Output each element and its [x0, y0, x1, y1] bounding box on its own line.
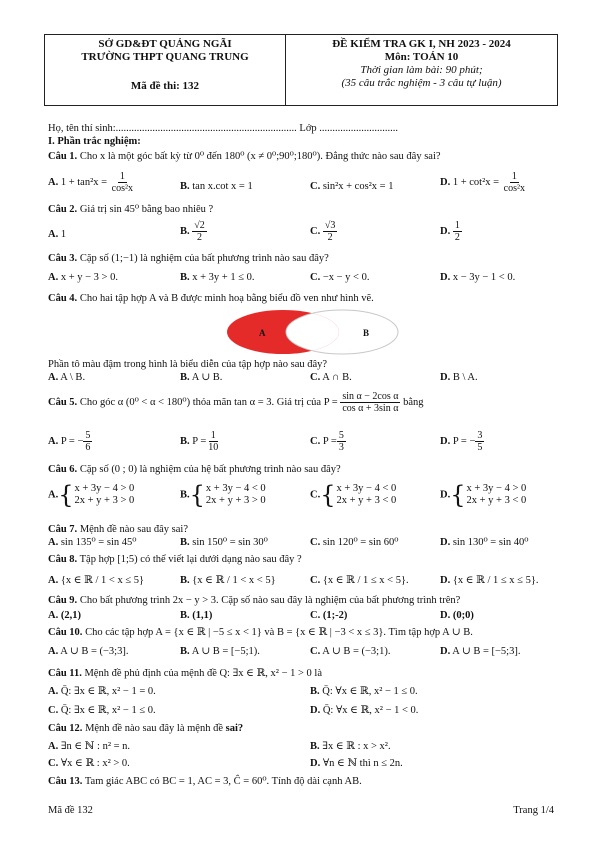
opt-letter: B.: [310, 741, 320, 752]
q8-option-b[interactable]: [180, 574, 276, 587]
q11-option-c[interactable]: [48, 704, 156, 717]
q2-option-c[interactable]: [310, 220, 337, 243]
system: { x + 3y − 4 > 0 2x + y + 3 < 0: [450, 481, 527, 509]
q-label: Câu 11.: [48, 668, 82, 679]
exam-title: ĐỀ KIỂM TRA GK I, NH 2023 - 2024: [332, 38, 511, 50]
fraction: [192, 220, 207, 243]
q12-option-d[interactable]: [310, 757, 403, 770]
q4-option-b[interactable]: [180, 371, 222, 384]
opt-letter: A.: [48, 686, 59, 697]
q9-option-a[interactable]: A. (2,1): [48, 610, 81, 621]
opt-text: sin²x + cos²x = 1: [322, 181, 394, 192]
opt-text: ∃n ∈ ℕ : n² = n.: [60, 741, 131, 752]
opt-letter: D.: [440, 225, 451, 237]
opt-text: A ∪ B = [−5;3].: [452, 646, 521, 657]
opt-letter: B.: [180, 435, 190, 447]
q4-question: Phần tô màu đậm trong hình là biểu diễn của tập hợp nào sau đây?: [48, 359, 328, 370]
opt-text: A ∪ B = (−3;3].: [60, 646, 129, 657]
opt-text: A ∪ B.: [191, 372, 223, 383]
question-9: [48, 594, 460, 607]
opt-letter: D.: [440, 575, 451, 586]
opt-text: A ∪ B = (−3;1).: [322, 646, 391, 657]
fraction: [337, 430, 346, 453]
system: { x + 3y − 4 < 0 2x + y + 3 < 0: [320, 481, 397, 509]
q1-option-c[interactable]: [310, 180, 393, 193]
opt-letter: D.: [440, 372, 451, 383]
opt-text: 1 + cot²x =: [452, 176, 500, 188]
opt-letter: B.: [180, 272, 190, 283]
q6-option-b[interactable]: [180, 483, 266, 507]
q2-option-b[interactable]: [180, 220, 207, 243]
venn-diagram: [225, 307, 415, 357]
opt-letter: C.: [48, 705, 59, 716]
q8-option-c[interactable]: [310, 574, 409, 587]
q-label: Câu 6.: [48, 464, 78, 475]
opt-text: x + 3y + 1 ≤ 0.: [192, 272, 255, 283]
opt-text: 1 + tan²x =: [60, 176, 108, 188]
q9-option-c[interactable]: C. (1;-2): [310, 610, 348, 621]
opt-text: A ∪ B = [−5;1).: [191, 646, 260, 657]
opt-letter: A.: [48, 646, 59, 657]
q7-option-d[interactable]: [440, 536, 528, 549]
opt-text: ∀x ∈ ℝ : x² > 0.: [60, 758, 130, 769]
q12-option-b[interactable]: [310, 740, 391, 753]
q2-option-d[interactable]: [440, 220, 462, 243]
q-text: Cặp số (1;−1) là nghiệm của bất phương trình nào sau đây?: [79, 253, 329, 264]
opt-text: Q̄: ∀x ∈ ℝ, x² − 1 ≤ 0.: [322, 686, 418, 697]
opt-letter: C.: [310, 537, 321, 548]
q3-option-b[interactable]: [180, 271, 255, 284]
q7-option-c[interactable]: [310, 536, 398, 549]
den: cos²x: [111, 183, 133, 194]
opt-letter: B.: [180, 489, 190, 501]
num: 1: [210, 430, 216, 441]
opt-text: {x ∈ ℝ / 1 < x ≤ 5}: [60, 575, 145, 586]
den: 2: [327, 232, 333, 243]
q-text: Mệnh đề nào sau đây là mệnh đề: [85, 723, 223, 734]
q7-option-a[interactable]: [48, 536, 136, 549]
num: 1: [511, 171, 517, 182]
opt-letter: B.: [180, 646, 190, 657]
num: 3: [477, 430, 483, 441]
fraction: [83, 430, 92, 453]
q6-option-a[interactable]: [48, 483, 134, 507]
page-number: Trang 1/4: [513, 805, 554, 816]
opt-letter: C.: [310, 646, 321, 657]
q-label: Câu 9.: [48, 595, 78, 606]
q6-option-c[interactable]: [310, 483, 396, 507]
dept-name: SỞ GD&ĐT QUẢNG NGÃI: [98, 38, 232, 50]
q-label: Câu 8.: [48, 554, 78, 565]
question-2: [48, 203, 213, 216]
q-label: Câu 1.: [48, 151, 78, 162]
num: 1: [454, 220, 460, 231]
q10-option-a[interactable]: [48, 645, 128, 658]
opt-text: x − 3y − 1 < 0.: [452, 272, 516, 283]
question-5: [48, 391, 424, 414]
fraction: [110, 171, 135, 194]
opt-text: ∃x ∈ ℝ : x > x².: [322, 741, 391, 752]
den: 10: [208, 442, 219, 453]
q-text: Giá trị sin 45⁰ bằng bao nhiêu ?: [79, 204, 214, 215]
opt-letter: C.: [310, 181, 321, 192]
den: cos²x: [503, 183, 525, 194]
fraction: [475, 430, 484, 453]
q9-option-d[interactable]: D. (0;0): [440, 610, 474, 621]
q1-option-d[interactable]: [440, 171, 527, 194]
opt-letter: D.: [440, 272, 451, 283]
header-right: [286, 35, 557, 105]
q4-option-a[interactable]: [48, 371, 85, 384]
q-text: Tập hợp [1;5) có thể viết lại dưới dạng nào sau đây ?: [79, 554, 302, 565]
q-text: Tam giác ABC có BC = 1, AC = 3, Ĉ = 60⁰. Tính độ dài cạnh AB.: [84, 776, 362, 787]
q-text: bằng: [403, 396, 424, 408]
q3-option-c[interactable]: [310, 271, 369, 284]
q10-option-c[interactable]: [310, 645, 390, 658]
opt-text: sin 130⁰ = sin 40⁰: [452, 537, 529, 548]
q2-option-a[interactable]: [48, 228, 66, 241]
q-text: Cho hai tập hợp A và B được minh hoạ bằng biểu đồ ven như hình vẽ.: [79, 293, 374, 304]
opt-letter: B.: [310, 686, 320, 697]
q-text: Cho x là một góc bất kỳ từ 0⁰ đến 180⁰ (x ≠ 0⁰;90⁰;180⁰). Đẳng thức nào sau đây sai?: [79, 151, 441, 162]
fraction: [502, 171, 527, 194]
opt-letter: A.: [48, 272, 59, 283]
exam-header: [44, 34, 558, 106]
q10-option-b[interactable]: [180, 645, 260, 658]
section-title: I. Phần trắc nghiệm:: [48, 136, 141, 147]
q6-option-d[interactable]: [440, 483, 526, 507]
q11-option-d[interactable]: [310, 704, 418, 717]
eq-1: x + 3y − 4 > 0: [74, 483, 135, 494]
q1-option-b[interactable]: [180, 180, 253, 193]
eq-2: 2x + y + 3 < 0: [336, 495, 397, 506]
q8-option-a[interactable]: [48, 574, 144, 587]
question-7: [48, 523, 188, 536]
eq-2: 2x + y + 3 > 0: [205, 495, 266, 506]
opt-letter: A.: [48, 489, 59, 501]
fraction: [323, 220, 338, 243]
q10-option-d[interactable]: [440, 645, 520, 658]
fraction: [453, 220, 462, 243]
q-text: Mệnh đề nào sau đây sai?: [79, 524, 188, 535]
eq-1: x + 3y − 4 < 0: [336, 483, 397, 494]
q-text: Cho các tập hợp A = {x ∈ ℝ | −5 ≤ x < 1} và B = {x ∈ ℝ | −3 < x ≤ 3}. Tìm tập hợp A ∪ B.: [85, 627, 473, 638]
eq-1: x + 3y − 4 < 0: [205, 483, 266, 494]
den: cos α + 3sin α: [342, 403, 399, 414]
opt-letter: D.: [440, 435, 451, 447]
eq-1: x + 3y − 4 > 0: [466, 483, 527, 494]
num: 1: [119, 171, 125, 182]
q-label: Câu 3.: [48, 253, 78, 264]
opt-letter: B.: [180, 181, 190, 192]
q12-option-a[interactable]: [48, 740, 130, 753]
set-b-label: B: [363, 328, 370, 338]
opt-letter: D.: [310, 705, 321, 716]
q-label: Câu 13.: [48, 776, 83, 787]
opt-text: A ∩ B.: [322, 372, 352, 383]
question-12: Câu 12. Mệnh đề nào sau đây là mệnh đề sai?: [48, 723, 244, 734]
opt-letter: A.: [48, 435, 59, 447]
eq-2: 2x + y + 3 > 0: [74, 495, 135, 506]
opt-letter: A.: [48, 741, 59, 752]
header-left: [45, 35, 286, 105]
school-name: TRƯỜNG THPT QUANG TRUNG: [81, 51, 249, 63]
opt-text: sin 120⁰ = sin 60⁰: [322, 537, 399, 548]
question-8: [48, 553, 302, 566]
opt-text: sin 135⁰ = sin 45⁰: [60, 537, 137, 548]
opt-text: {x ∈ ℝ / 1 ≤ x < 5}.: [322, 575, 409, 586]
opt-text: −x − y < 0.: [322, 272, 370, 283]
opt-letter: A.: [48, 537, 59, 548]
q8-option-d[interactable]: [440, 574, 539, 587]
question-11: [48, 667, 322, 680]
question-6: [48, 463, 341, 476]
opt-text: Q̄: ∀x ∈ ℝ, x² − 1 < 0.: [322, 705, 419, 716]
q3-option-a[interactable]: [48, 271, 118, 284]
q5-option-a[interactable]: [48, 430, 92, 453]
opt-letter: A.: [48, 372, 59, 383]
opt-letter: D.: [310, 758, 321, 769]
opt-letter: C.: [310, 272, 321, 283]
opt-text: P = −: [60, 435, 84, 447]
opt-letter: B.: [180, 537, 190, 548]
opt-letter: C.: [310, 575, 321, 586]
opt-letter: D.: [440, 646, 451, 657]
eq-2: 2x + y + 3 < 0: [466, 495, 527, 506]
opt-letter: D.: [440, 489, 451, 501]
q5-option-b[interactable]: [180, 430, 220, 453]
den: 3: [338, 442, 344, 453]
exam-format: (35 câu trắc nghiệm - 3 câu tự luận): [341, 77, 502, 89]
q-text: Cho bất phương trình 2x − y > 3. Cặp số nào sau đây là nghiệm của bất phương trình trên?: [79, 595, 461, 606]
den: 2: [197, 232, 203, 243]
question-13: [48, 775, 362, 788]
opt-letter: D.: [440, 537, 451, 548]
time-limit: Thời gian làm bài: 90 phút;: [360, 64, 483, 76]
exam-code: Mã đề thi: 132: [130, 80, 200, 92]
question-3: [48, 252, 329, 265]
q4-option-c[interactable]: [310, 371, 352, 384]
q5-option-d[interactable]: [440, 430, 484, 453]
q-label: Câu 7.: [48, 524, 78, 535]
fraction: [340, 391, 400, 414]
opt-text: Q̄: ∃x ∈ ℝ, x² − 1 ≤ 0.: [60, 705, 156, 716]
opt-text: tan x.cot x = 1: [192, 181, 253, 192]
q-text: Mệnh đề phủ định của mệnh đề Q: ∃x ∈ ℝ, x² − 1 > 0 là: [84, 668, 322, 679]
q-text: Cho góc α (0⁰ < α < 180⁰) thỏa mãn tan α = 3. Giá trị của P =: [79, 396, 338, 408]
num: 5: [85, 430, 91, 441]
den: 2: [454, 232, 460, 243]
opt-text: P = −: [452, 435, 476, 447]
num: √3: [324, 220, 336, 231]
student-line: Họ, tên thí sinh:..................................................................... Lớp ..............................: [48, 123, 399, 134]
q-text: Cặp số (0 ; 0) là nghiệm của hệ bất phương trình nào sau đây?: [79, 464, 341, 475]
system: { x + 3y − 4 > 0 2x + y + 3 > 0: [58, 481, 135, 509]
opt-letter: C.: [310, 435, 321, 447]
q11-option-b[interactable]: [310, 685, 418, 698]
q-label: Câu 10.: [48, 627, 83, 638]
opt-letter: A.: [48, 229, 59, 240]
num: √2: [194, 220, 205, 231]
opt-letter: C.: [48, 758, 59, 769]
opt-text: B \ A.: [452, 372, 478, 383]
q3-option-d[interactable]: [440, 271, 515, 284]
opt-text: x + y − 3 > 0.: [60, 272, 118, 283]
q11-option-a[interactable]: [48, 685, 156, 698]
q5-option-c[interactable]: [310, 430, 346, 453]
opt-text: P =: [322, 435, 337, 447]
question-4: [48, 292, 374, 305]
q-label: Câu 12.: [48, 723, 83, 734]
q-label: Câu 5.: [48, 396, 78, 408]
opt-text: {x ∈ ℝ / 1 < x < 5}: [192, 575, 276, 586]
opt-text: ∀n ∈ ℕ thì n ≤ 2n.: [322, 758, 403, 769]
fraction: [206, 430, 220, 453]
den: 6: [85, 442, 91, 453]
system: { x + 3y − 4 < 0 2x + y + 3 > 0: [189, 481, 266, 509]
opt-letter: A.: [48, 575, 59, 586]
q4-option-d[interactable]: [440, 371, 478, 384]
opt-letter: C.: [310, 225, 321, 237]
q9-option-b[interactable]: B. (1,1): [180, 610, 213, 621]
q7-option-b[interactable]: [180, 536, 268, 549]
opt-text: Q̄: ∃x ∈ ℝ, x² − 1 = 0.: [60, 686, 156, 697]
opt-letter: B.: [180, 225, 190, 237]
opt-letter: C.: [310, 372, 321, 383]
opt-letter: A.: [48, 176, 59, 188]
den: 5: [477, 442, 483, 453]
q-label: Câu 2.: [48, 204, 78, 215]
q1-option-a[interactable]: [48, 171, 135, 194]
set-a-label: A: [259, 328, 266, 338]
num: 5: [338, 430, 344, 441]
q-label: Câu 4.: [48, 293, 78, 304]
opt-text: A \ B.: [60, 372, 86, 383]
num: sin α − 2cos α: [342, 391, 399, 402]
q-text-emphasis: sai: [225, 723, 238, 734]
opt-letter: B.: [180, 575, 190, 586]
question-10: [48, 626, 473, 639]
opt-text: 1: [60, 229, 67, 240]
footer-code: Mã đề 132: [48, 805, 93, 816]
opt-letter: C.: [310, 489, 321, 501]
opt-letter: B.: [180, 372, 190, 383]
opt-text: sin 150⁰ = sin 30⁰: [192, 537, 268, 548]
question-1: [48, 150, 441, 163]
opt-text: P =: [192, 435, 207, 447]
q12-option-c[interactable]: [48, 757, 130, 770]
opt-letter: D.: [440, 176, 451, 188]
subject: Môn: TOÁN 10: [384, 51, 459, 63]
opt-text: {x ∈ ℝ / 1 ≤ x ≤ 5}.: [452, 575, 539, 586]
